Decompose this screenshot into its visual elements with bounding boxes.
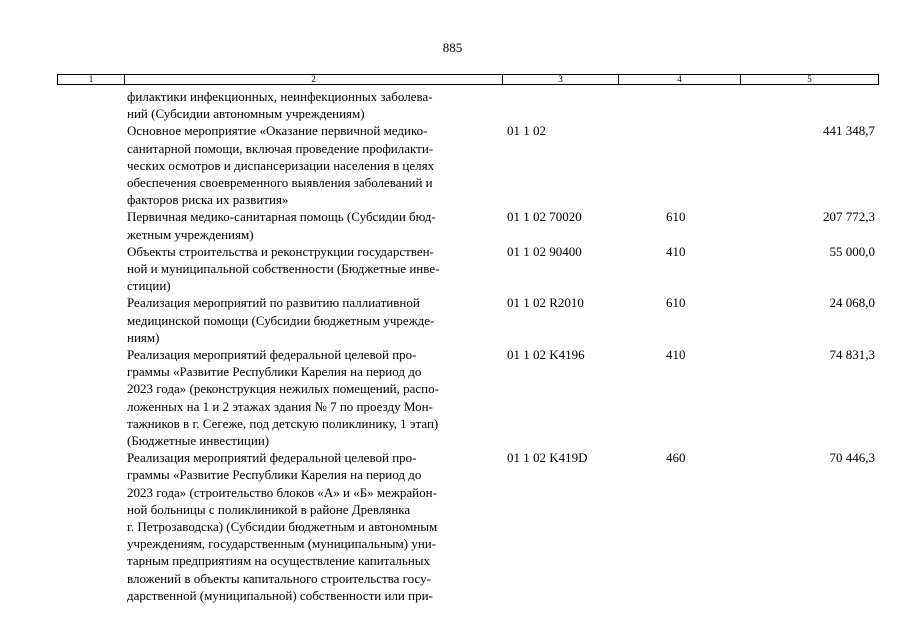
- row-code: 01 1 02 R2010: [507, 295, 584, 311]
- column-header-2: 2: [125, 75, 503, 84]
- row-amount: 207 772,3: [823, 209, 875, 225]
- table-row: [0, 449, 905, 604]
- row-description: филактики инфекционных, неинфекционных заболева- ний (Субсидии автономным учреждениям): [127, 89, 433, 122]
- row-code: 01 1 02 90400: [507, 243, 582, 259]
- row-code: 01 1 02: [507, 123, 546, 139]
- row-description: Реализация мероприятий по развитию паллиативной медицинской помощи (Субсидии бюджетным учрежде- ниям): [127, 295, 435, 345]
- column-header-5: 5: [807, 74, 812, 84]
- row-amount: 74 831,3: [829, 347, 875, 363]
- row-amount: 55 000,0: [829, 243, 875, 259]
- row-expense-type: 610: [666, 295, 686, 311]
- row-amount: 441 348,7: [823, 123, 875, 139]
- column-header-1: 1: [58, 75, 125, 84]
- table-row: [0, 122, 905, 208]
- row-amount: 24 068,0: [829, 295, 875, 311]
- row-description: Основное мероприятие «Оказание первичной медико- санитарной помощи, включая проведение профилакти- ческих осмотров и диспансеризации населения в целях обеспечения своевременного выявления заболеваний и факторов риска их развития»: [127, 123, 435, 208]
- table-row: [0, 208, 905, 242]
- row-expense-type: 460: [666, 450, 686, 466]
- page-number: 885: [442, 40, 463, 55]
- row-description: Первичная медико-санитарная помощь (Субсидии бюд- жетным учреждениям): [127, 209, 436, 242]
- row-description: Реализация мероприятий федеральной целевой про- граммы «Развитие Республики Карелия на период до 2023 года» (реконструкция нежилых помещений, распо- ложенных на 1 и 2 этажах здания № 7 по проезду Мон- тажников в г. Сегеже, под детскую поликлинику, 1 этап) (Бюджетные инвестиции): [127, 347, 439, 449]
- column-header-4: 4: [619, 75, 741, 84]
- table-header: [57, 74, 879, 85]
- row-amount: 70 446,3: [829, 450, 875, 466]
- row-description: Реализация мероприятий федеральной целевой про- граммы «Развитие Республики Карелия на период до 2023 года» (строительство блоков «А» и «Б» межрайон- ной больницы с поликлиникой в районе Древлянка г. Петрозаводска) (Субсидии бюджетным и автономным учреждениям, государственным (муниципальным) уни- тарным предприятиям на осуществление капитальных вложений в объекты капитального строительства госу- дарственной (муниципальной) собственности или при-: [127, 450, 438, 603]
- row-expense-type: 610: [666, 209, 686, 225]
- column-header-3: 3: [503, 75, 619, 84]
- table-row: [0, 243, 905, 295]
- row-code: 01 1 02 K419D: [507, 450, 588, 466]
- row-code: 01 1 02 K4196: [507, 347, 585, 363]
- row-expense-type: 410: [666, 243, 686, 259]
- table-row: [0, 88, 905, 122]
- row-code: 01 1 02 70020: [507, 209, 582, 225]
- row-expense-type: 410: [666, 347, 686, 363]
- table-body: [0, 88, 905, 604]
- table-row: [0, 294, 905, 346]
- table-row: [0, 346, 905, 449]
- row-description: Объекты строительства и реконструкции государствен- ной и муниципальной собственности (Бюджетные инве- стиции): [127, 243, 440, 294]
